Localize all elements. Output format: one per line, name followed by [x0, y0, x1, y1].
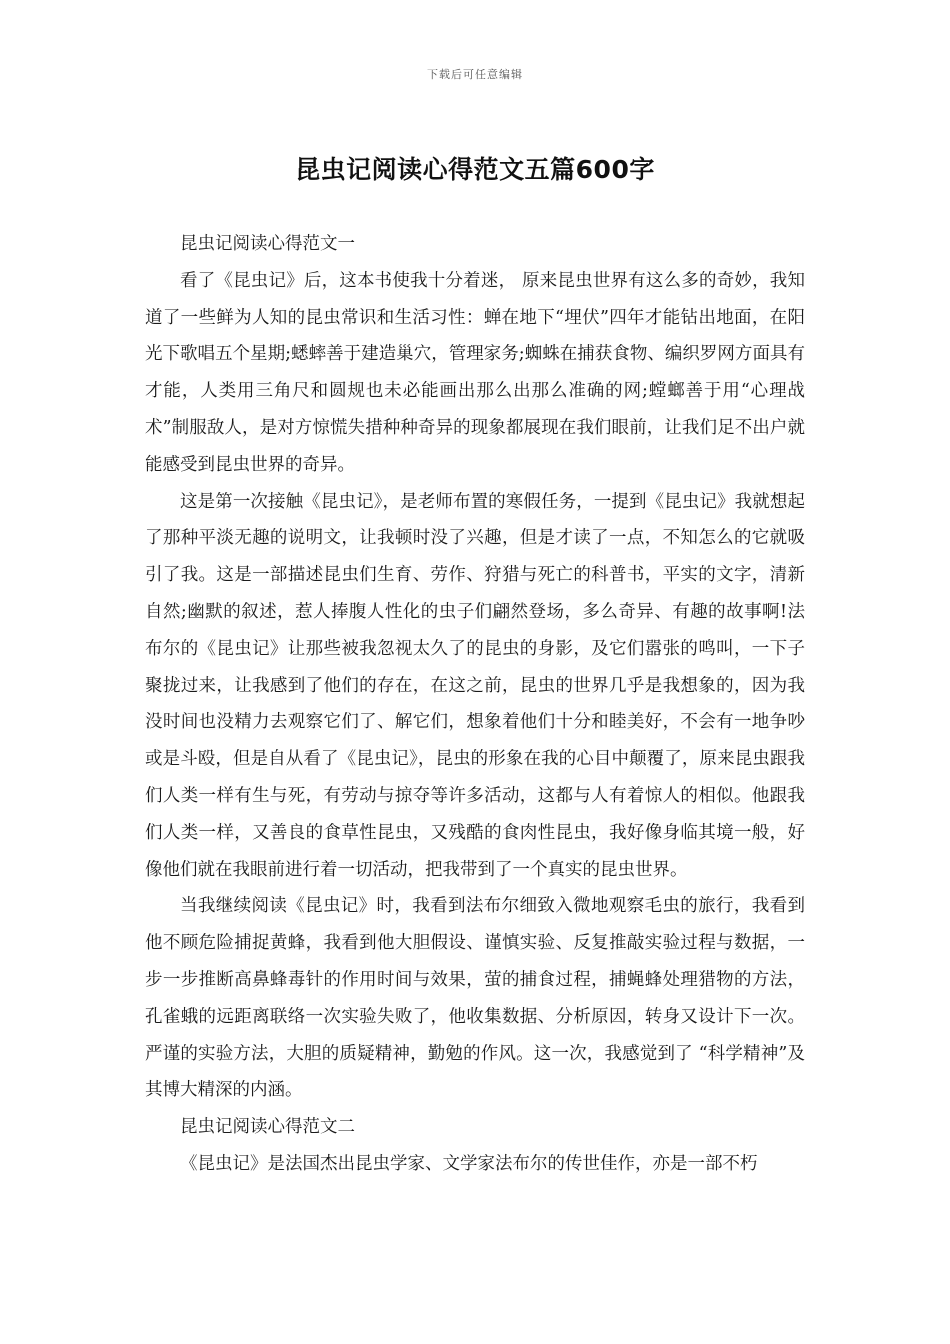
document-body — [145, 226, 805, 1183]
paragraph-1: 看了《昆虫记》后，这本书使我十分着迷， 原来昆虫世界有这么多的奇妙，我知道了一些鲜为人知的昆虫常识和生活习性：蝉在地下“埋伏”四年才能钻出地面，在阳光下歌唱五个星期;蟋蟀善于建造巢穴，管理家务;蜘蛛在捕获食物、编织罗网方面具有才能，人类用三角尺和圆规也未必能画出那么出那么准确的网;螳螂善于用“心理战术”制服敌人，是对方惊慌失措种种奇异的现象都展现在我们眼前，让我们足不出户就能感受到昆虫世界的奇异。 — [145, 270, 805, 475]
section-heading-1: 昆虫记阅读心得范文一 — [180, 234, 355, 254]
header-note: 下载后可任意编辑 — [427, 68, 523, 81]
paragraph-4: 《昆虫记》是法国杰出昆虫学家、文学家法布尔的传世佳作，亦是一部不朽 — [180, 1153, 758, 1174]
paragraph-3: 当我继续阅读《昆虫记》时，我看到法布尔细致入微地观察毛虫的旅行，我看到他不顾危险捕捉黄蜂，我看到他大胆假设、谨慎实验、反复推敲实验过程与数据，一步一步推断高鼻蜂毒针的作用时间与效果，萤的捕食过程，捕蝇蜂处理猎物的方法，孔雀蛾的远距离联络一次实验失败了，他收集数据、分析原因，转身又设计下一次。严谨的实验方法，大胆的质疑精神，勤勉的作风。这一次，我感觉到了 “科学精神”及其博大精深的内涵。 — [145, 896, 805, 1101]
paragraph-2: 这是第一次接触《昆虫记》，是老师布置的寒假任务，一提到《昆虫记》我就想起了那种平淡无趣的说明文，让我顿时没了兴趣，但是才读了一点，不知怎么的它就吸引了我。这是一部描述昆虫们生育、劳作、狩猎与死亡的科普书，平实的文字，清新自然;幽默的叙述，惹人捧腹人性化的虫子们翩然登场，多么奇异、有趣的故事啊!法布尔的《昆虫记》让那些被我忽视太久了的昆虫的身影，及它们嚣张的鸣叫，一下子聚拢过来，让我感到了他们的存在，在这之前，昆虫的世界几乎是我想象的，因为我没时间也没精力去观察它们了、解它们，想象着他们十分和睦美好，不会有一地争吵或是斗殴，但是自从看了《昆虫记》，昆虫的形象在我的心目中颠覆了，原来昆虫跟我们人类一样有生与死，有劳动与掠夺等许多活动，这都与人有着惊人的相似。他跟我们人类一样，又善良的食草性昆虫，又残酷的食肉性昆虫，我好像身临其境一般，好像他们就在我眼前进行着一切活动，把我带到了一个真实的昆虫世界。 — [145, 491, 805, 880]
page-title: 昆虫记阅读心得范文五篇600字 — [295, 155, 655, 184]
section-heading-2: 昆虫记阅读心得范文二 — [180, 1117, 355, 1138]
